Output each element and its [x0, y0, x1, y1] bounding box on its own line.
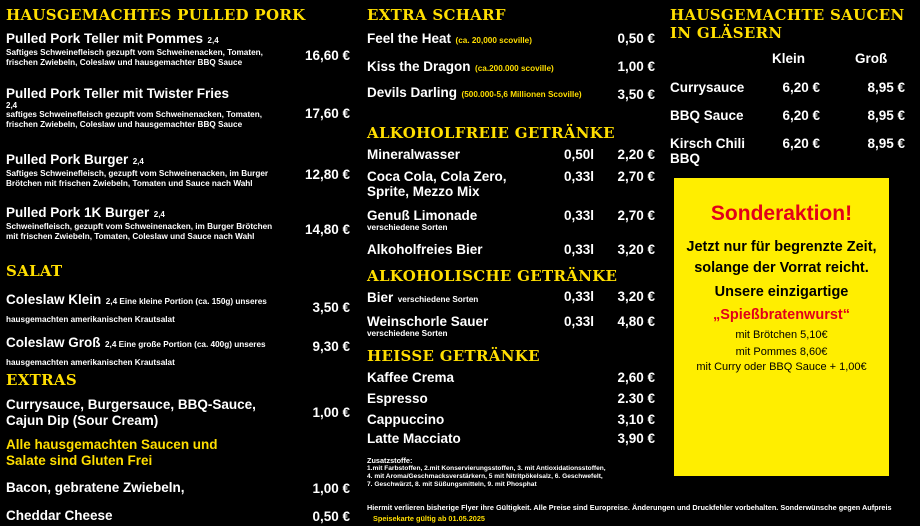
item-detail: (ca. 20,000 scoville) [455, 36, 532, 45]
section-title-alkoholfrei: ALKOHOLFREIE GETRÄNKE [367, 124, 615, 142]
menu-item [6, 334, 274, 370]
footer [367, 501, 917, 523]
footer-note: Hiermit verlieren bisherige Flyer ihre Gültigkeit. Alle Preise sind Europreise. Änderungen und Druckfehler vorbehalten. Sonderwünsche gegen Aufpreis [367, 503, 892, 512]
item-additives: 2,4 [153, 210, 165, 219]
drink-name: Genuß Limonade [367, 208, 478, 223]
item-price: 16,60 € [304, 48, 350, 63]
sauce-price-small: 6,20 € [782, 108, 820, 123]
section-title-saucen-glaesern: HAUSGEMACHTE SAUCEN IN GLÄSERN [670, 6, 905, 42]
drink-name: Alkoholfreies Bier [367, 242, 483, 257]
sauce-name: BBQ Sauce [670, 108, 744, 123]
promo-option: mit Pommes 8,60€ [735, 346, 828, 358]
menu-item [367, 314, 488, 339]
drink-name: Espresso [367, 391, 428, 406]
promo-subtitle: Unsere einzigartige [714, 284, 849, 300]
drink-name: Coca Cola, Cola Zero, Sprite, Mezzo Mix [367, 169, 507, 199]
drink-sub: verschiedene Sorten [367, 329, 448, 338]
drink-price: 3,20 € [617, 242, 655, 257]
item-additives: 2,4 [6, 101, 18, 110]
menu-item [6, 291, 268, 327]
item-price: 0,50 € [617, 31, 655, 46]
drink-price: 3,90 € [617, 431, 655, 446]
extras-cheddar-price: 0,50 € [312, 509, 350, 524]
section-title-salat: SALAT [6, 262, 63, 280]
extras-sauces: Currysauce, Burgersauce, BBQ-Sauce, Cajun Dip (Sour Cream) [6, 397, 256, 428]
drink-price: 4,80 € [617, 314, 655, 329]
item-price: 3,50 € [617, 87, 655, 102]
drink-price: 2,70 € [617, 208, 655, 223]
item-name: Pulled Pork 1K Burger [6, 205, 150, 220]
additives-text: 1.mit Farbstoffen, 2.mit Konservierungsstoffen, 3. mit Antioxidationsstoffen, 4. mit Aroma/Geschmacksverstärkern, 5 mit Nitritpökelsalz, 6. Geschwefelt, 7. Geschwärzt, 8. mit Süßungsmitteln, 9. mit Phosphat [367, 465, 606, 488]
section-title-pulled-pork: HAUSGEMACHTES PULLED PORK [6, 6, 306, 24]
menu-item [6, 204, 278, 242]
column-header-klein: Klein [772, 51, 806, 66]
sauce-price-large: 8,95 € [867, 108, 905, 123]
menu-item [6, 151, 278, 189]
promo-box [674, 178, 889, 476]
drink-name: Kaffee Crema [367, 370, 455, 385]
menu-item [6, 86, 280, 130]
drink-sub: verschiedene Sorten [367, 223, 448, 232]
menu-item [367, 30, 532, 48]
item-detail: (500.000-5,6 Millionen Scoville) [461, 90, 582, 99]
promo-product: „Spießbratenwurst“ [713, 307, 850, 323]
item-additives: 2,4 [132, 157, 144, 166]
drink-name: Latte Macciato [367, 431, 461, 446]
drink-name: Weinschorle Sauer [367, 314, 489, 329]
drink-price: 2,70 € [617, 169, 655, 184]
section-title-extra-scharf: EXTRA SCHARF [367, 6, 506, 24]
item-name: Feel the Heat [367, 31, 452, 46]
sauce-name: Currysauce [670, 80, 745, 95]
drink-size: 0,33l [563, 169, 594, 184]
item-name: Kiss the Dragon [367, 59, 471, 74]
item-name: Devils Darling [367, 85, 458, 100]
menu-item [367, 208, 477, 233]
item-detail: (ca.200.000 scoville) [474, 64, 554, 73]
extras-bacon: Bacon, gebratene Zwiebeln, [6, 480, 185, 495]
section-title-heisse-getraenke: HEISSE GETRÄNKE [367, 347, 540, 365]
validity-date: Speisekarte gültig ab 01.05.2025 [373, 514, 485, 523]
menu-item [367, 289, 478, 307]
drink-size: 0,33l [563, 314, 594, 329]
item-description: 2,4 Eine große Portion (ca. 400g) unseres hausgemachten amerikanischen Krautsalat [6, 340, 266, 367]
item-price: 17,60 € [304, 106, 350, 121]
item-price: 12,80 € [304, 167, 350, 182]
sauce-price-small: 6,20 € [782, 80, 820, 95]
additives-legend [367, 456, 607, 489]
sauce-price-large: 8,95 € [867, 80, 905, 95]
column-header-gross: Groß [855, 51, 888, 66]
item-description: Schweinefleisch, gezupft vom Schweinenacken, im Burger Brötchen mit frischen Zwiebeln, Tomaten, Coleslaw und Sauce nach Wahl [6, 222, 273, 241]
item-name: Coleslaw Groß [6, 335, 101, 350]
menu-item [367, 87, 587, 100]
additives-title: Zusatzstoffe: [367, 456, 413, 465]
item-description: Saftiges Schweinefleisch, gezupft vom Schweinenacken, im Burger Brötchen mit frischen Zwiebeln, Tomaten und Sauce nach Wahl [6, 169, 269, 188]
item-description: Saftiges Schweinefleisch gezupft vom Schweinenacken, Tomaten, frischen Zwiebeln, Coleslaw und hausgemachter BBQ Sauce [6, 48, 263, 67]
drink-price: 2,20 € [617, 147, 655, 162]
drink-size: 0,50l [563, 147, 594, 162]
promo-text: Jetzt nur für begrenzte Zeit, solange der Vorrat reicht. [686, 239, 877, 276]
drink-price: 3,20 € [617, 289, 655, 304]
menu-item [6, 30, 276, 68]
section-title-alkoholisch: ALKOHOLISCHE GETRÄNKE [367, 267, 618, 285]
sauce-price-large: 8,95 € [867, 136, 905, 151]
sauce-price-small: 6,20 € [782, 136, 820, 151]
promo-option: mit Curry oder BBQ Sauce + 1,00€ [696, 361, 867, 373]
gluten-note: Alle hausgemachten Saucen und Salate sind Gluten Frei [6, 437, 218, 468]
item-price: 1,00 € [617, 59, 655, 74]
drink-name: Cappuccino [367, 412, 445, 427]
drink-price: 2,60 € [617, 370, 655, 385]
item-name: Coleslaw Klein [6, 292, 102, 307]
promo-title: Sonderaktion! [710, 202, 853, 225]
item-name: Pulled Pork Teller mit Twister Fries [6, 86, 230, 101]
item-price: 14,80 € [304, 222, 350, 237]
menu-item [367, 58, 554, 76]
item-name: Pulled Pork Teller mit Pommes [6, 31, 204, 46]
drink-name: Bier [367, 290, 394, 305]
section-title-extras: EXTRAS [6, 371, 77, 389]
drink-size: 0,33l [563, 289, 594, 304]
drink-size: 0,33l [563, 242, 594, 257]
extras-bacon-price: 1,00 € [312, 481, 350, 496]
item-price: 3,50 € [312, 300, 350, 315]
drink-sub: verschiedene Sorten [397, 295, 479, 304]
item-description: saftiges Schweinefleisch gezupft vom Schweinenacken, Tomaten, frischen Zwiebeln, Coleslaw und hausgemachter BBQ Sauce [6, 110, 263, 129]
extras-sauces-price: 1,00 € [312, 405, 350, 420]
extras-cheddar: Cheddar Cheese [6, 508, 113, 523]
item-description: 2,4 Eine kleine Portion (ca. 150g) unseres hausgemachten amerikanischen Krautsalat [6, 297, 267, 324]
drink-price: 3,10 € [617, 412, 655, 427]
item-price: 9,30 € [312, 339, 350, 354]
item-name: Pulled Pork Burger [6, 152, 129, 167]
sauce-name: Kirsch Chili BBQ [670, 136, 746, 166]
drink-name: Mineralwasser [367, 147, 461, 162]
drink-price: 2.30 € [617, 391, 655, 406]
promo-option: mit Brötchen 5,10€ [735, 329, 828, 341]
item-additives: 2,4 [207, 36, 219, 45]
drink-size: 0,33l [563, 208, 594, 223]
